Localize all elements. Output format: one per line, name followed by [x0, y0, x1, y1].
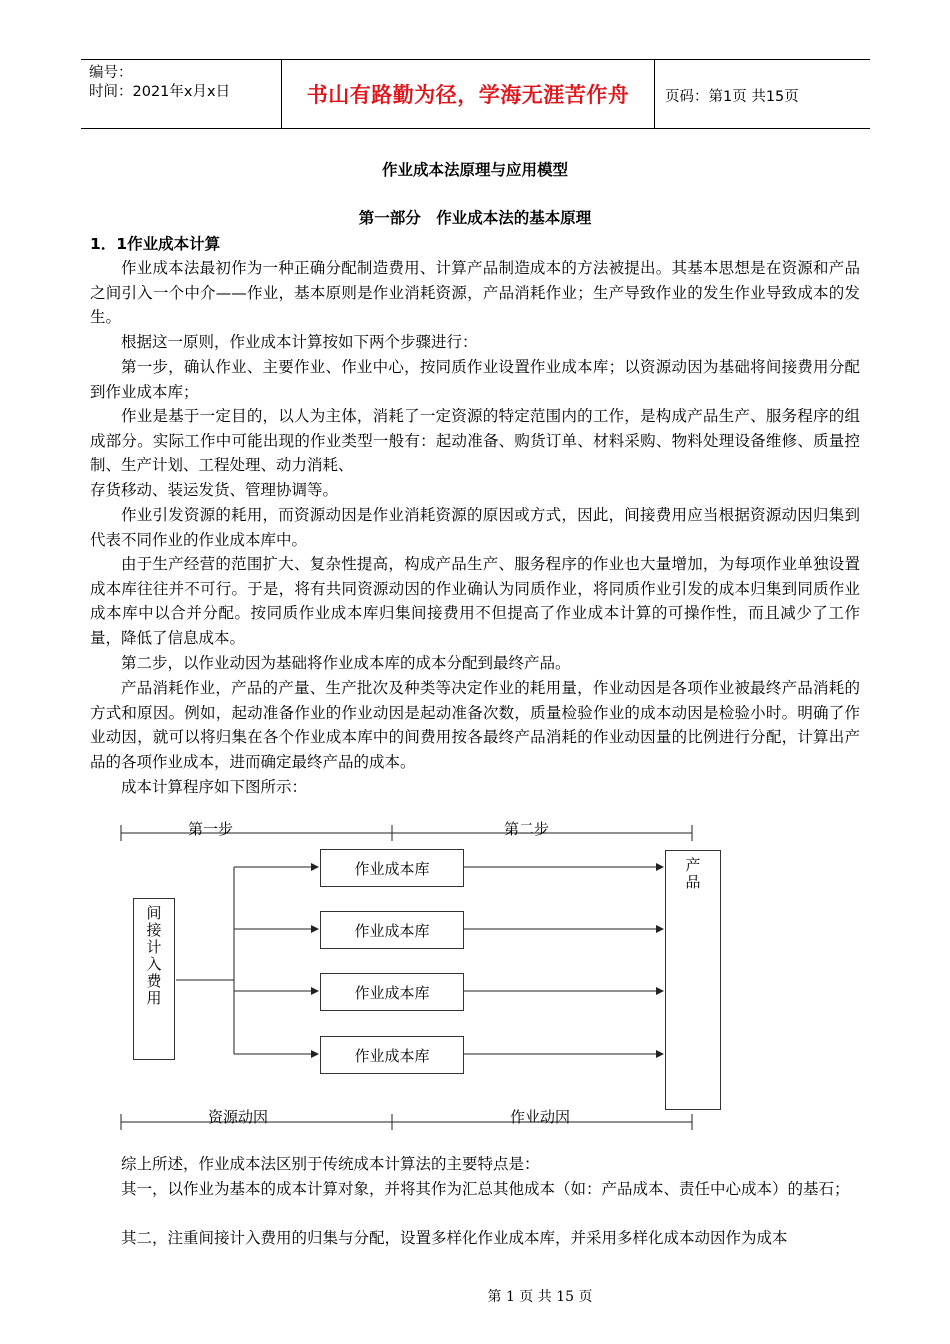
time-label: 时间：2021年x月x日	[89, 84, 231, 100]
paragraph: 作业是基于一定目的，以人为主体，消耗了一定资源的特定范围内的工作，是构成产品生产、服务程序的组成部分。实际工作中可能出现的作业类型一般有：起动准备、购货订单、材料采购、物料处理设备维修、质量控制、生产计划、工程处理、动力消耗、	[90, 407, 860, 475]
step-two-label: 第二步	[504, 820, 550, 838]
paragraph: 综上所述，作业成本法区别于传统成本计算法的主要特点是：	[121, 1155, 540, 1173]
document-title: 作业成本法原理与应用模型	[381, 161, 568, 179]
paragraph: 第一步，确认作业、主要作业、作业中心，按同质作业设置作业成本库；以资源动因为基础将间接费用分配到作业成本库；	[90, 358, 860, 401]
activity-cost-pool: 作业成本库	[320, 849, 464, 887]
paragraph: 其一，以作业为基本的成本计算对象，并将其作为汇总其他成本（如：产品成本、责任中心成本）的基石；	[121, 1180, 850, 1198]
paragraph: 作业成本法最初作为一种正确分配制造费用、计算产品制造成本的方法被提出。其基本思想是在资源和产品之间引入一个中介——作业，基本原则是作业消耗资源，产品消耗作业；生产导致作业的发生作业导致成本的发生。	[90, 259, 860, 327]
header-motto: 书山有路勤为径，学海无涯苦作舟	[306, 83, 630, 107]
document-header	[81, 59, 870, 129]
paragraph: 产品消耗作业，产品的产量、生产批次及种类等决定作业的耗用量，作业动因是各项作业被最终产品消耗的方式和原因。例如，起动准备作业的作业动因是起动准备次数，质量检验作业的成本动因是检验小时。明确了作业动因，就可以将归集在各个作业成本库中的间费用按各最终产品消耗的作业动因量的比例进行分配，计算出产品的各项作业成本，进而确定最终产品的成本。	[90, 679, 860, 772]
product-box: 产品	[665, 850, 721, 1110]
part-title: 第一部分 作业成本法的基本原理	[358, 209, 592, 227]
indirect-cost-box: 间接计入费用	[133, 898, 175, 1060]
header-meta	[89, 64, 230, 102]
header-page-info: 页码：第1页 共15页	[665, 89, 799, 105]
section-heading: 1．1作业成本计算	[90, 235, 221, 253]
paragraph: 第二步，以作业动因为基础将作业成本库的成本分配到最终产品。	[121, 654, 571, 672]
cost-flow-diagram	[118, 817, 702, 1142]
paragraph: 其二，注重间接计入费用的归集与分配，设置多样化作业成本库，并采用多样化成本动因作为成本	[121, 1229, 788, 1247]
activity-cost-pool: 作业成本库	[320, 911, 464, 949]
paragraph: 根据这一原则，作业成本计算按如下两个步骤进行：	[121, 333, 478, 351]
paragraph: 存货移动、装运发货、管理协调等。	[90, 481, 339, 499]
page-footer: 第 1 页 共 15 页	[487, 1289, 593, 1305]
paragraph: 由于生产经营的范围扩大、复杂性提高，构成产品生产、服务程序的作业也大量增加，为每项作业单独设置成本库往往并不可行。于是，将有共同资源动因的作业确认为同质作业，将同质作业引发的成本归集到同质作业成本库中以合并分配。按同质作业成本库归集间接费用不但提高了作业成本计算的可操作性，而且减少了工作量，降低了信息成本。	[90, 555, 860, 648]
number-label: 编号：	[89, 65, 133, 81]
activity-cost-pool: 作业成本库	[320, 1036, 464, 1074]
activity-cost-pool: 作业成本库	[320, 973, 464, 1011]
step-one-label: 第一步	[188, 820, 234, 838]
header-divider	[654, 60, 655, 128]
paragraph: 成本计算程序如下图所示：	[121, 778, 308, 796]
paragraph: 作业引发资源的耗用，而资源动因是作业消耗资源的原因或方式，因此，间接费用应当根据资源动因归集到代表不同作业的作业成本库中。	[90, 506, 860, 549]
resource-driver-label: 资源动因	[208, 1108, 269, 1126]
activity-driver-label: 作业动因	[510, 1108, 571, 1126]
